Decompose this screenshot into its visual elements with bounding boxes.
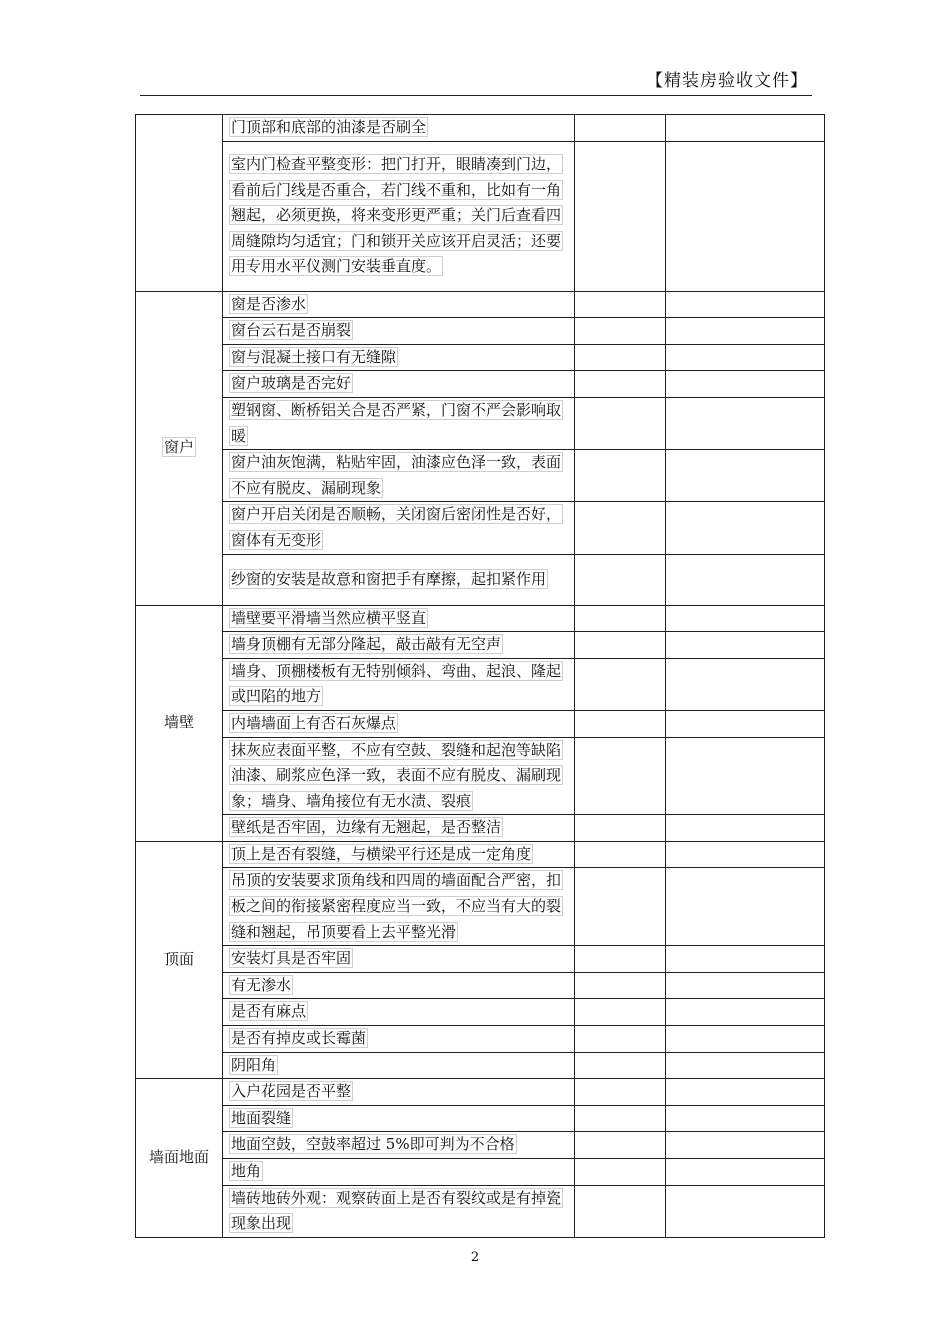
- item-cell: 窗户开启关闭是否顺畅，关闭窗后密闭性是否好，窗体有无变形: [223, 502, 575, 554]
- item-cell: 窗台云石是否崩裂: [223, 318, 575, 345]
- result-cell: [575, 1052, 666, 1079]
- remark-cell: [666, 1026, 825, 1053]
- remark-cell: [666, 605, 825, 632]
- table-row: [136, 1159, 825, 1186]
- remark-cell: [666, 868, 825, 946]
- table-row: [136, 972, 825, 999]
- item-cell: 地面裂缝: [223, 1105, 575, 1132]
- result-cell: [575, 1079, 666, 1106]
- remark-cell: [666, 710, 825, 737]
- table-row: [136, 1052, 825, 1079]
- table-row: [136, 291, 825, 318]
- result-cell: [575, 397, 666, 449]
- item-cell: 墙壁要平滑墙当然应横平竖直: [223, 605, 575, 632]
- item-cell: 地面空鼓，空鼓率超过 5%即可判为不合格: [223, 1132, 575, 1159]
- remark-cell: [666, 815, 825, 842]
- result-cell: [575, 737, 666, 815]
- result-cell: [575, 972, 666, 999]
- remark-cell: [666, 1052, 825, 1079]
- remark-cell: [666, 999, 825, 1026]
- result-cell: [575, 141, 666, 291]
- category-cell-windows: 窗户: [136, 291, 223, 605]
- result-cell: [575, 1105, 666, 1132]
- item-cell: 安装灯具是否牢固: [223, 946, 575, 973]
- result-cell: [575, 1026, 666, 1053]
- result-cell: [575, 371, 666, 398]
- table-row: [136, 658, 825, 710]
- item-cell: 墙身、顶棚楼板有无特别倾斜、弯曲、起浪、隆起或凹陷的地方: [223, 658, 575, 710]
- table-row: [136, 605, 825, 632]
- category-cell-wall-floor: 墙面地面: [136, 1079, 223, 1238]
- table-row: [136, 371, 825, 398]
- table-row: [136, 502, 825, 554]
- remark-cell: [666, 1159, 825, 1186]
- result-cell: [575, 554, 666, 605]
- item-cell: 是否有麻点: [223, 999, 575, 1026]
- item-cell: 抹灰应表面平整，不应有空鼓、裂缝和起泡等缺陷油漆、刷浆应色泽一致，表面不应有脱皮、漏刷现象；墙身、墙角接位有无水渍、裂痕: [223, 737, 575, 815]
- page-number: 2: [470, 1250, 480, 1265]
- remark-cell: [666, 1185, 825, 1237]
- item-cell: 地角: [223, 1159, 575, 1186]
- table-row: [136, 554, 825, 605]
- item-cell: 有无渗水: [223, 972, 575, 999]
- remark-cell: [666, 115, 825, 142]
- result-cell: [575, 815, 666, 842]
- item-cell: 阴阳角: [223, 1052, 575, 1079]
- category-cell: [136, 115, 223, 292]
- remark-cell: [666, 141, 825, 291]
- result-cell: [575, 1185, 666, 1237]
- result-cell: [575, 999, 666, 1026]
- result-cell: [575, 710, 666, 737]
- remark-cell: [666, 658, 825, 710]
- table-row: [136, 632, 825, 659]
- item-cell: 顶上是否有裂缝，与横梁平行还是成一定角度: [223, 841, 575, 868]
- result-cell: [575, 868, 666, 946]
- table-row: [136, 841, 825, 868]
- result-cell: [575, 841, 666, 868]
- table-row: [136, 946, 825, 973]
- item-cell: 墙砖地砖外观：观察砖面上是否有裂纹或是有掉瓷现象出现: [223, 1185, 575, 1237]
- table-row: [136, 815, 825, 842]
- remark-cell: [666, 397, 825, 449]
- item-cell: 窗户油灰饱满，粘贴牢固，油漆应色泽一致，表面不应有脱皮、漏刷现象: [223, 450, 575, 502]
- remark-cell: [666, 344, 825, 371]
- table-row: [136, 318, 825, 345]
- table-row: [136, 115, 825, 142]
- category-cell-ceiling: 顶面: [136, 841, 223, 1078]
- table-row: [136, 141, 825, 291]
- item-cell: 内墙墙面上有否石灰爆点: [223, 710, 575, 737]
- remark-cell: [666, 1105, 825, 1132]
- item-cell: 窗与混凝土接口有无缝隙: [223, 344, 575, 371]
- remark-cell: [666, 502, 825, 554]
- result-cell: [575, 1159, 666, 1186]
- table-row: [136, 1185, 825, 1237]
- item-cell: 纱窗的安装是故意和窗把手有摩擦，起扣紧作用: [223, 554, 575, 605]
- item-cell: 是否有掉皮或长霉菌: [223, 1026, 575, 1053]
- table-row: [136, 1132, 825, 1159]
- result-cell: [575, 318, 666, 345]
- result-cell: [575, 605, 666, 632]
- result-cell: [575, 946, 666, 973]
- remark-cell: [666, 318, 825, 345]
- remark-cell: [666, 450, 825, 502]
- table-row: [136, 344, 825, 371]
- remark-cell: [666, 841, 825, 868]
- table-row: [136, 1105, 825, 1132]
- table-row: [136, 999, 825, 1026]
- remark-cell: [666, 1132, 825, 1159]
- remark-cell: [666, 632, 825, 659]
- inspection-table: [135, 114, 825, 1238]
- table-row: [136, 868, 825, 946]
- item-cell: 塑钢窗、断桥铝关合是否严紧，门窗不严会影响取暖: [223, 397, 575, 449]
- page-header-title: 【精装房验收文件】: [646, 71, 808, 91]
- item-cell: 室内门检查平整变形：把门打开，眼睛凑到门边，看前后门线是否重合，若门线不重和，比如有一角翘起，必须更换，将来变形更严重；关门后查看四周缝隙均匀适宜；门和锁开关应该开启灵活；还要用专用水平仪测门安装垂直度。: [223, 141, 575, 291]
- category-cell-walls: 墙壁: [136, 605, 223, 841]
- item-cell: 入户花园是否平整: [223, 1079, 575, 1106]
- header-rule: [140, 95, 812, 96]
- item-cell: 窗户玻璃是否完好: [223, 371, 575, 398]
- result-cell: [575, 115, 666, 142]
- table-row: [136, 397, 825, 449]
- remark-cell: [666, 554, 825, 605]
- remark-cell: [666, 371, 825, 398]
- result-cell: [575, 450, 666, 502]
- item-cell: 墙身顶棚有无部分隆起，敲击敲有无空声: [223, 632, 575, 659]
- result-cell: [575, 1132, 666, 1159]
- result-cell: [575, 344, 666, 371]
- item-cell: 窗是否渗水: [223, 291, 575, 318]
- item-cell: 吊顶的安装要求顶角线和四周的墙面配合严密，扣板之间的衔接紧密程度应当一致，不应当有大的裂缝和翘起，吊顶要看上去平整光滑: [223, 868, 575, 946]
- remark-cell: [666, 737, 825, 815]
- remark-cell: [666, 291, 825, 318]
- item-cell: 壁纸是否牢固，边缘有无翘起，是否整洁: [223, 815, 575, 842]
- remark-cell: [666, 1079, 825, 1106]
- table-row: [136, 737, 825, 815]
- table-row: [136, 450, 825, 502]
- result-cell: [575, 658, 666, 710]
- table-row: [136, 710, 825, 737]
- table-row: [136, 1026, 825, 1053]
- remark-cell: [666, 946, 825, 973]
- result-cell: [575, 291, 666, 318]
- item-cell: 门顶部和底部的油漆是否刷全: [223, 115, 575, 142]
- result-cell: [575, 502, 666, 554]
- remark-cell: [666, 972, 825, 999]
- table-row: [136, 1079, 825, 1106]
- result-cell: [575, 632, 666, 659]
